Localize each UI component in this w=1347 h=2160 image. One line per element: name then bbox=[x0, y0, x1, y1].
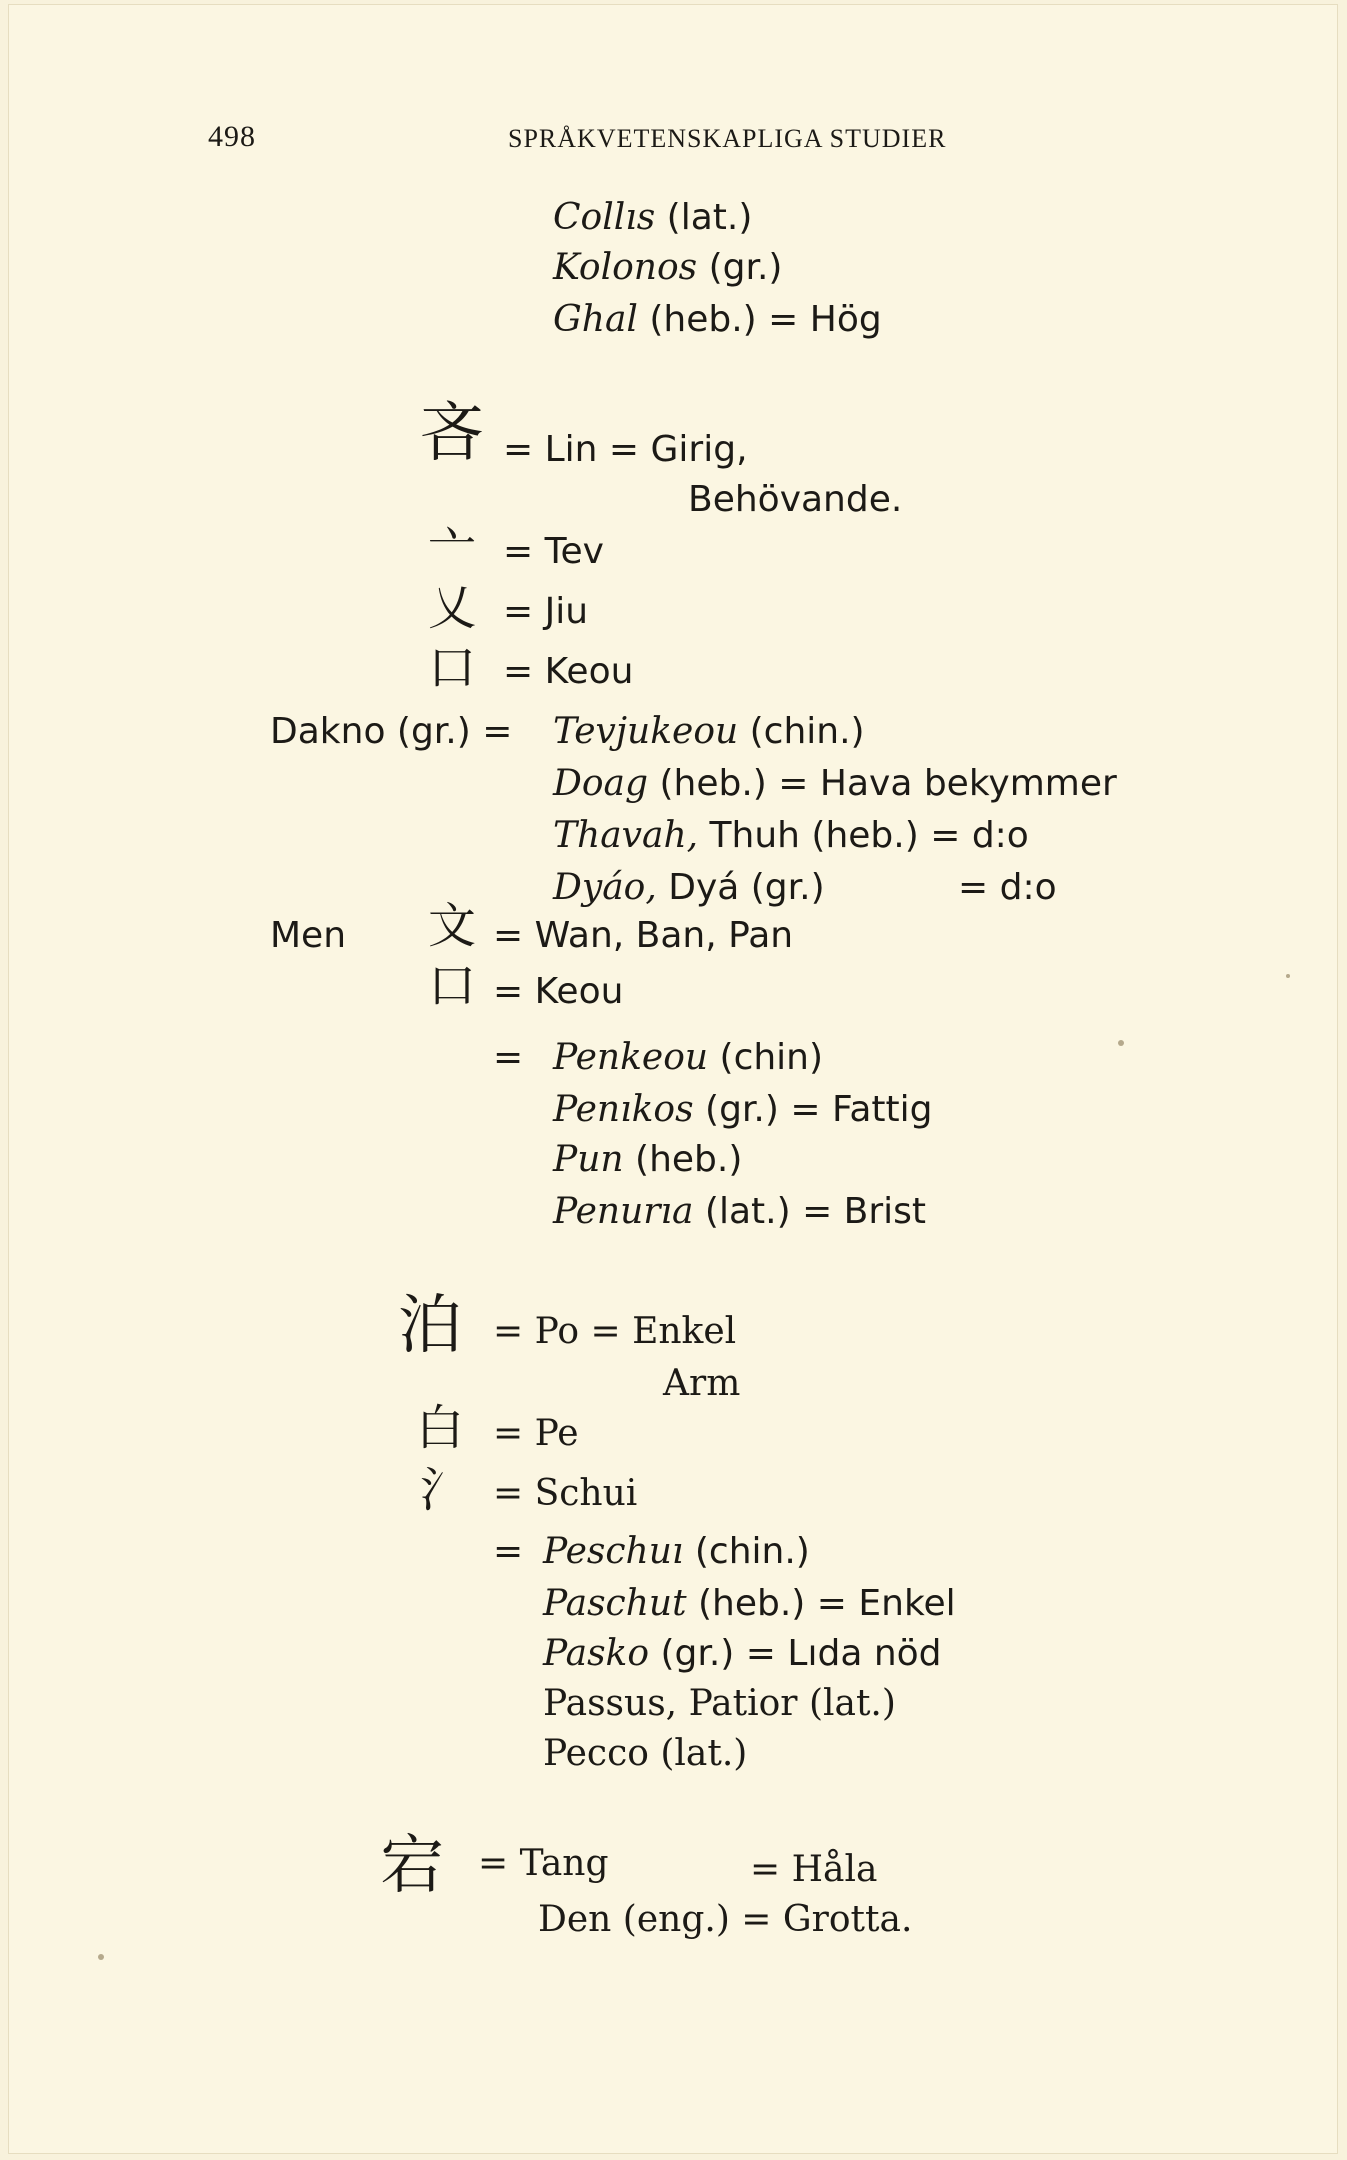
line-ghal: Ghal (heb.) = Hög bbox=[553, 299, 882, 340]
line-dyao-do: = d:o bbox=[958, 867, 1057, 908]
line-pasko: Pasko (gr.) = Lıda nöd bbox=[543, 1633, 942, 1674]
line-keou: = Keou bbox=[503, 651, 634, 692]
chinese-character-keou-2: 口 bbox=[428, 958, 477, 1014]
chinese-character-tev: 亠 bbox=[428, 522, 477, 578]
paper-speck bbox=[1286, 974, 1290, 978]
line-tang-hala: = Håla bbox=[750, 1849, 878, 1890]
line-dyao: Dyáo, Dyá (gr.) bbox=[553, 867, 825, 908]
chinese-character-po: 泊 bbox=[398, 1289, 462, 1363]
eq-penkeou: = bbox=[493, 1037, 524, 1078]
line-paschut: Paschut (heb.) = Enkel bbox=[543, 1583, 956, 1624]
line-tang: = Tang bbox=[478, 1843, 609, 1884]
line-pecco: Pecco (lat.) bbox=[543, 1733, 748, 1774]
line-lin: = Lin = Girig, bbox=[503, 429, 748, 470]
line-doag: Doag (heb.) = Hava bekymmer bbox=[553, 763, 1117, 804]
line-tev: = Tev bbox=[503, 531, 604, 572]
line-jiu: = Jiu bbox=[503, 591, 589, 632]
line-penkeou: Penkeou (chin) bbox=[553, 1037, 824, 1078]
line-tevjukeou: Tevjukeou (chin.) bbox=[553, 711, 865, 752]
line-peschui: Peschuı (chin.) bbox=[543, 1531, 810, 1572]
chinese-character-keou: 口 bbox=[428, 640, 477, 696]
line-collis: Collıs (lat.) bbox=[553, 197, 753, 238]
label-dakno: Dakno (gr.) = bbox=[270, 711, 513, 752]
paper-speck bbox=[1118, 1040, 1124, 1046]
running-title: SPRÅKVETENSKAPLIGA STUDIER bbox=[508, 124, 947, 153]
line-keou-2: = Keou bbox=[493, 971, 624, 1012]
line-po-cont: Arm bbox=[663, 1363, 741, 1404]
eq-peschui: = bbox=[493, 1531, 524, 1572]
line-passus: Passus, Patior (lat.) bbox=[543, 1683, 896, 1724]
book-page bbox=[8, 4, 1338, 2154]
line-pun: Pun (heb.) bbox=[553, 1139, 743, 1180]
chinese-character-schui: 氵 bbox=[420, 1462, 469, 1518]
chinese-character-lin: 吝 bbox=[420, 397, 484, 471]
line-penikos: Penıkos (gr.) = Fattig bbox=[553, 1089, 933, 1130]
chinese-character-pe: 白 bbox=[416, 1400, 465, 1456]
line-thavah: Thavah, Thuh (heb.) = d:o bbox=[553, 815, 1029, 856]
line-pe: = Pe bbox=[493, 1413, 579, 1454]
paper-speck bbox=[98, 1954, 104, 1960]
line-po: = Po = Enkel bbox=[493, 1311, 737, 1352]
chinese-character-wan: 文 bbox=[428, 898, 477, 954]
line-den: Den (eng.) = Grotta. bbox=[538, 1899, 913, 1940]
label-men: Men bbox=[270, 915, 347, 956]
line-lin-cont: Behövande. bbox=[688, 479, 903, 520]
line-kolonos: Kolonos (gr.) bbox=[553, 247, 783, 288]
line-schui: = Schui bbox=[493, 1473, 638, 1514]
chinese-character-tang: 宕 bbox=[380, 1829, 444, 1903]
chinese-character-jiu: 乂 bbox=[428, 580, 477, 636]
line-penuria: Penurıa (lat.) = Brist bbox=[553, 1191, 927, 1232]
page-number: 498 bbox=[208, 120, 256, 153]
line-wan: = Wan, Ban, Pan bbox=[493, 915, 794, 956]
